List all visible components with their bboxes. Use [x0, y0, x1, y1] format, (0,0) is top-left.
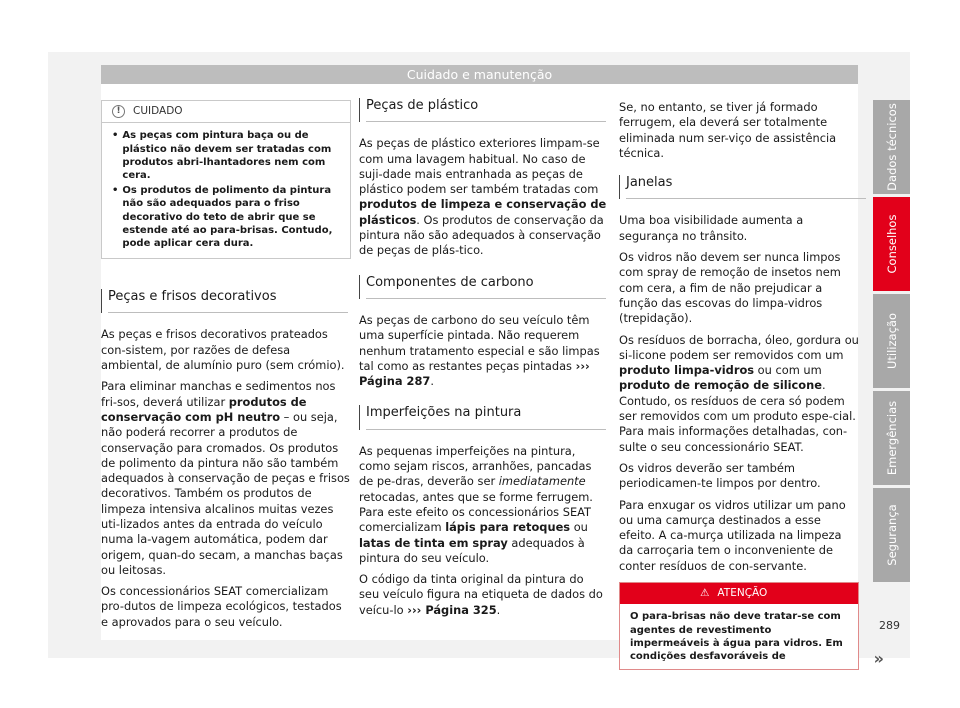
tab-dados-tecnicos[interactable]: Dados técnicos — [873, 100, 910, 194]
info-icon: ! — [112, 105, 125, 118]
caution-label: CUIDADO — [133, 105, 183, 117]
warning-triangle-icon: ⚠ — [700, 587, 710, 600]
column-2 — [359, 84, 607, 624]
chapter-tabs — [873, 100, 910, 585]
column-3 — [619, 84, 884, 670]
page-number: 289 — [879, 619, 900, 632]
bullet-icon: • — [112, 185, 119, 197]
section-heading-paint: Imperfeições na pintura — [359, 405, 607, 429]
paragraph: Os resíduos de borracha, óleo, gordura ou si-licone podem ser removidos com um produto limpa-vidros ou com um produto de remoção de silicone. Contudo, os resíduos de cera só podem ser removidos com um produto espe-cial. Para mais informações detalhadas, con-sulte o seu concessionário SEAT. — [619, 332, 859, 454]
tab-emergencias[interactable]: Emergências — [873, 391, 910, 485]
paragraph: Os concessionários SEAT comercializam pro-dutos de limpeza ecológicos, testados e aprovados para o seu veículo. — [101, 584, 342, 629]
paragraph: O código da tinta original da pintura do seu veículo figura na etiqueta de dados do veícu-lo ››› Página 325. — [359, 572, 603, 617]
paragraph: As peças e frisos decorativos prateados con-sistem, por razões de defesa ambiental, de alumínio puro (sem crómio). — [101, 327, 345, 373]
paragraph: As pequenas imperfeições na pintura, como sejam riscos, arranhões, pancadas de pe-dras, deverão ser imediatamente retocadas, antes que se forme ferrugem. Para este efeito os concessionários SEAT comercializam lápis para retoques ou latas de tinta em spray adequados à pintura do seu veículo. — [359, 443, 593, 565]
section-heading-decorative: Peças e frisos decorativos — [101, 289, 351, 313]
chapter-header: Cuidado e manutenção — [101, 65, 858, 84]
tab-conselhos[interactable]: Conselhos — [873, 197, 910, 291]
paragraph: Se, no entanto, se tiver já formado ferrugem, ela deverá ser totalmente eliminada num ser-viço de assistência técnica. — [619, 100, 837, 160]
caution-box — [101, 100, 351, 259]
section-heading-plastic: Peças de plástico — [359, 98, 607, 122]
paragraph: Uma boa visibilidade aumenta a segurança no trânsito. — [619, 213, 804, 243]
continue-arrow-icon: » — [873, 648, 884, 668]
page-link[interactable]: ››› Página 325 — [407, 602, 497, 617]
section-heading-windows: Janelas — [619, 175, 859, 199]
paragraph: As peças de plástico exteriores limpam-se com uma lavagem habitual. No caso de suji-dade mais entranhada as peças de plástico podem ser também tratadas com produtos de limpeza e conservação de plásticos. Os produtos de conservação da pintura não são adequados à conservação de peças de plás-tico. — [359, 136, 607, 258]
paragraph: Os vidros não devem ser nunca limpos com spray de remoção de insetos nem com cera, a fim de não prejudicar a função das escovas do limpa-vidros (trepidação). — [619, 250, 841, 326]
warning-header — [620, 583, 858, 604]
section-heading-carbon: Componentes de carbono — [359, 275, 607, 299]
column-1 — [101, 84, 351, 636]
caution-item: • Os produtos de polimento da pintura não são adequados para o friso decorativo do teto de abrir que se estende até ao para-brisas. Contudo, pode aplicar cera dura. — [112, 185, 333, 249]
warning-label: ATENÇÃO — [717, 587, 768, 600]
tab-utilizacao[interactable]: Utilização — [873, 294, 910, 388]
warning-body: O para-brisas não deve tratar-se com agentes de revestimento impermeáveis à água para vidros. Em condições desfavoráveis de » — [630, 611, 884, 668]
paragraph: Para eliminar manchas e sedimentos nos fri-sos, deverá utilizar produtos de conservação com pH neutro – ou seja, não poderá recorrer a produtos de conservação para cromados. Os produtos de polimento da pintura não são também adequados à conservação de peças e frisos decorativos. Também os produtos de limpeza intensiva alcalinos muitas vezes uti-lizados antes da entrada do veículo numa la-vagem automática, podem dar origem, quan-do secam, a manchas baças ou leitosas. — [101, 379, 350, 577]
warning-box — [619, 582, 884, 670]
caution-header — [102, 101, 350, 123]
paragraph: Os vidros deverão ser também periodicamen-te limpos por dentro. — [619, 460, 821, 491]
tab-seguranca[interactable]: Segurança — [873, 488, 910, 582]
bullet-icon: • — [112, 130, 119, 142]
caution-body — [102, 123, 350, 258]
paragraph: Para enxugar os vidros utilizar um pano ou uma camurça destinados a esse efeito. A ca-murça utilizada na limpeza da carroçaria tem o inconveniente de conter resíduos de con-servante. — [619, 497, 846, 573]
caution-item: • As peças com pintura baça ou de plástico não devem ser tratadas com produtos abri-lhantadores nem com cera. — [112, 130, 332, 181]
page-content — [101, 84, 884, 668]
page-link[interactable]: ››› Página 287 — [359, 358, 590, 389]
paragraph: As peças de carbono do seu veículo têm uma superfície pintada. Não requerem nenhum tratamento especial e são limpas tal como as restantes peças pintadas ››› Página 287. — [359, 312, 600, 389]
